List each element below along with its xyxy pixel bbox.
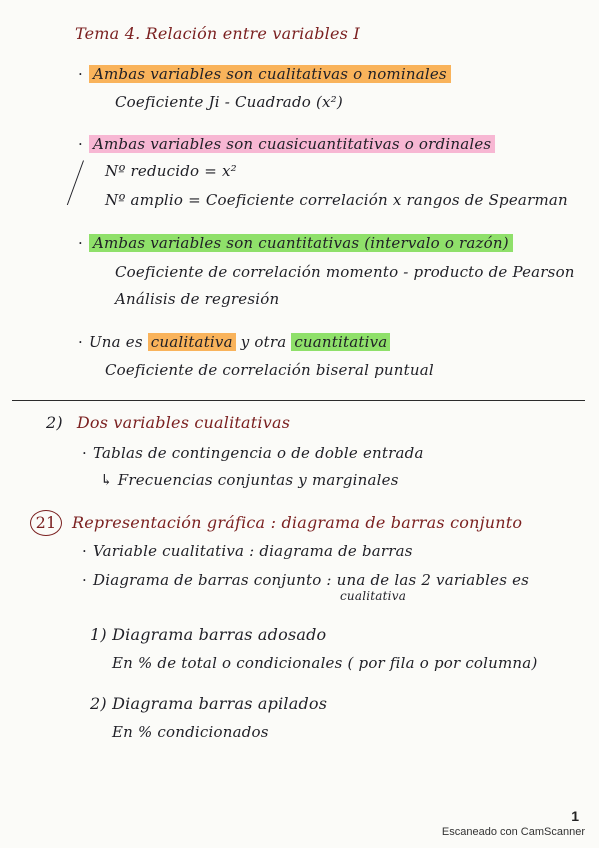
scanner-watermark: Escaneado con CamScanner [441,826,585,838]
n-reducido-line: Nº reducido = x² [105,162,237,180]
bullet-dot: · [78,65,83,83]
adosado-detail: En % de total o condicionales ( por fila o por columna) [112,654,538,672]
section-2-heading [46,413,290,433]
frecuencias-line: ↳ Frecuencias conjuntas y marginales [100,471,399,489]
section-3-heading [30,510,522,536]
apilados-detail: En % condicionados [112,723,269,741]
biseral-line: Coeficiente de correlación biseral puntual [105,361,434,379]
variable-cualitativa-text: Variable cualitativa : diagrama de barras [92,542,413,560]
page-number: 1 [571,808,579,824]
y-otra-text: y otra [240,333,287,351]
section-number: 2) [46,413,63,432]
section-3-title: Representación gráfica : diagrama de barras conjunto [72,513,523,532]
contingencia-text: Tablas de contingencia o de doble entrada [92,444,424,462]
highlight-green: Ambas variables son cuantitativas (intervalo o razón) [89,234,513,252]
ji-cuadrado-line: Coeficiente Ji - Cuadrado (x²) [115,93,343,111]
contingencia-line [82,443,424,463]
highlight-orange: Ambas variables son cualitativas o nominales [89,65,451,83]
divider-line [12,400,585,401]
section-2-title: Dos variables cualitativas [76,413,291,432]
bullet-dot: · [82,571,87,589]
bullet-cualitativas [78,64,451,84]
bullet-ordinales [78,134,495,154]
cualitativa-note: cualitativa [340,589,407,603]
highlight-pink: Ambas variables son cuasicuantitativas o ordinales [89,135,495,153]
adosado-line: 1) Diagrama barras adosado [90,625,327,644]
diagrama-conjunto-text: Diagrama de barras conjunto : una de las 2 variables es [92,571,530,589]
bullet-dot: · [82,542,87,560]
bullet-mixta [78,332,390,352]
bullet-dot: · [78,135,83,153]
bullet-dot: · [78,333,83,351]
una-es-text: Una es [88,333,143,351]
circled-number: 21 [30,510,62,536]
pearson-line: Coeficiente de correlación momento - producto de Pearson [115,263,575,281]
page-title: Tema 4. Relación entre variables I [75,24,360,43]
highlight-cualitativa: cualitativa [148,333,236,351]
brace-icon [67,160,100,205]
apilados-line: 2) Diagrama barras apilados [90,694,328,713]
bullet-cuantitativas [78,233,513,253]
n-amplio-line: Nº amplio = Coeficiente correlación x rangos de Spearman [105,191,568,209]
highlight-cuantitativa: cuantitativa [291,333,390,351]
diagrama-conjunto-line [82,570,529,590]
variable-cualitativa-line [82,541,413,561]
bullet-dot: · [78,234,83,252]
bullet-dot: · [82,444,87,462]
regresion-line: Análisis de regresión [115,290,280,308]
